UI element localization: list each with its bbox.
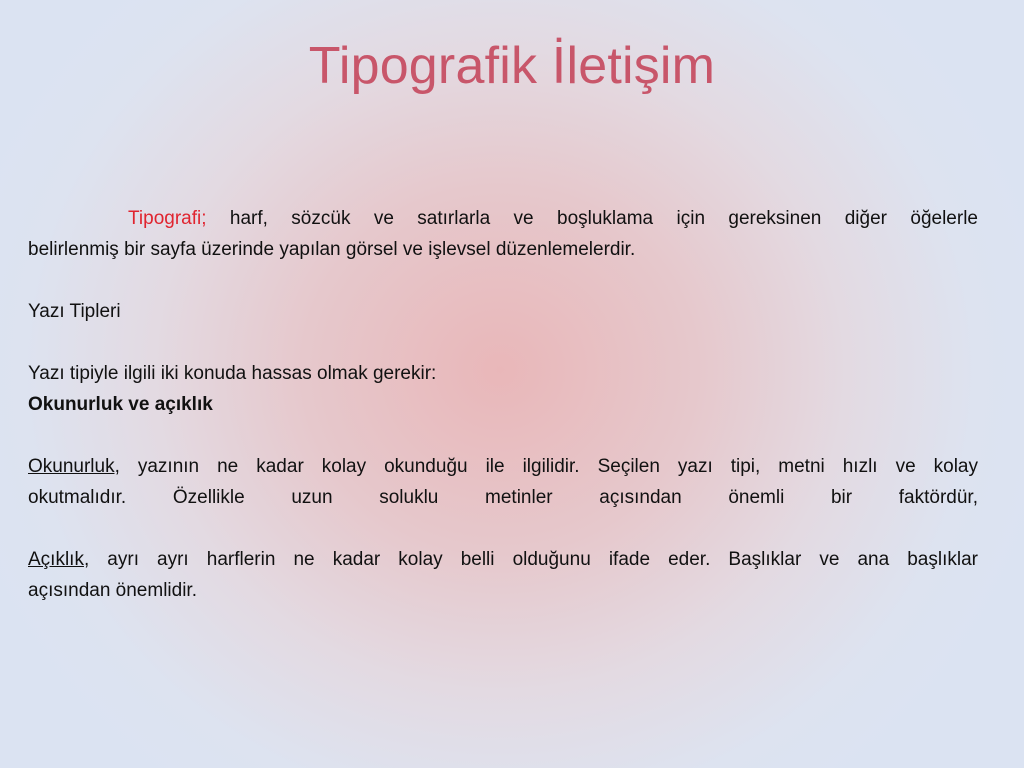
intro-line: Yazı tipiyle ilgili iki konuda hassas olmak gerekir: [28,363,437,384]
definition-term: Tipografi; [128,208,207,229]
clarity-text-line1: , ayrı ayrı harflerin ne kadar kolay belli olduğunu ifade eder. Başlıklar ve ana başlıklar [83,549,978,570]
slide-title: Tipografik İletişim [308,37,716,95]
definition-paragraph-line1 [28,203,978,234]
spacer [28,513,978,544]
definition-paragraph-line2 [28,234,978,265]
spacer [28,420,978,451]
spacer [28,265,978,296]
section-heading: Yazı Tipleri [28,301,121,322]
clarity-paragraph-line1 [28,544,978,575]
definition-text-line2: belirlenmiş bir sayfa üzerinde yapılan görsel ve işlevsel düzenlemelerdir. [28,239,636,260]
readability-paragraph-line2 [28,482,978,513]
readability-text-line2: okutmalıdır. Özellikle uzun soluklu metinler açısından önemli bir faktördür, [28,487,978,508]
clarity-term: Açıklık [28,549,84,570]
clarity-text-line2: açısından önemlidir. [28,580,197,601]
definition-text-line1: harf, sözcük ve satırlarla ve boşluklama için gereksinen diğer öğelerle [206,208,978,229]
slide-body [28,203,978,606]
spacer [28,327,978,358]
clarity-paragraph-line2 [28,575,978,606]
readability-text-line1: yazının ne kadar kolay okunduğu ile ilgilidir. Seçilen yazı tipi, metni hızlı ve kolay [119,456,978,477]
readability-term: Okunurluk, [28,456,120,477]
bold-subheading: Okunurluk ve açıklık [28,394,213,415]
readability-paragraph-line1 [28,451,978,482]
